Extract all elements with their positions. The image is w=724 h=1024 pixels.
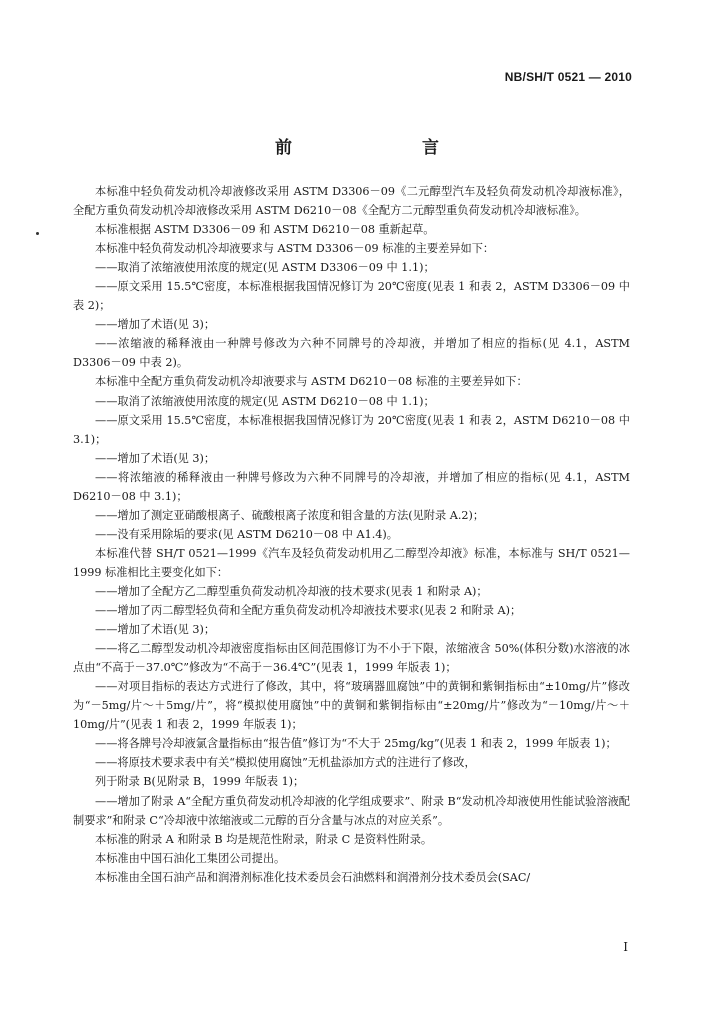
paragraph: 列于附录 B(见附录 B，1999 年版表 1)； xyxy=(95,775,305,789)
paragraph: 本标准代替 SH/T 0521—1999《汽车及轻负荷发动机用乙二醇型冷却液》标准，本标准与 SH/T 0521—1999 标准相比主要变化如下： xyxy=(73,546,630,579)
paragraph: 本标准中轻负荷发动机冷却液要求与 ASTM D3306－09 标准的主要差异如下： xyxy=(95,242,495,256)
list-item: ——浓缩液的稀释液由一种牌号修改为六种不同牌号的冷却液，并增加了相应的指标(见 4.1，ASTM D3306－09 中表 2)。 xyxy=(73,337,630,370)
paragraph: 本标准中全配方重负荷发动机冷却液要求与 ASTM D6210－08 标准的主要差异如下： xyxy=(95,375,528,389)
paragraph: 本标准由全国石油产品和润滑剂标准化技术委员会石油燃料和润滑剂分技术委员会(SAC/ xyxy=(95,870,531,884)
list-item: ——将原技术要求表中有关“模拟使用腐蚀”无机盐添加方式的注进行了修改， xyxy=(95,756,476,770)
page-number: I xyxy=(623,940,628,954)
margin-dot xyxy=(36,232,39,235)
list-item: ——增加了术语(见 3)； xyxy=(95,623,216,637)
list-item: ——原文采用 15.5℃密度，本标准根据我国情况修订为 20℃密度(见表 1 和表 2，ASTM D3306－09 中表 2)； xyxy=(73,280,630,313)
list-item: ——增加了术语(见 3)； xyxy=(95,318,216,332)
list-item: ——将乙二醇型发动机冷却液密度指标由区间范围修订为不小于下限，浓缩液含 50%(体积分数)水溶液的冰点由“不高于－37.0℃”修改为“不高于－36.4℃”(见表 1，1999 年版表 1)； xyxy=(73,642,630,675)
list-item: ——原文采用 15.5℃密度，本标准根据我国情况修订为 20℃密度(见表 1 和表 2，ASTM D6210－08 中 3.1)； xyxy=(73,413,630,446)
paragraph: 本标准根据 ASTM D3306－09 和 ASTM D6210－08 重新起草。 xyxy=(95,223,435,237)
paragraph: 本标准的附录 A 和附录 B 均是规范性附录，附录 C 是资料性附录。 xyxy=(95,832,433,846)
list-item: ——取消了浓缩液使用浓度的规定(见 ASTM D6210－08 中 1.1)； xyxy=(95,394,435,408)
list-item: ——增加了丙二醇型轻负荷和全配方重负荷发动机冷却液技术要求(见表 2 和附录 A)； xyxy=(95,604,522,618)
standard-number: NB/SH/T 0521 — 2010 xyxy=(504,70,632,84)
page-title: 前 言 xyxy=(275,138,471,158)
list-item: ——将浓缩液的稀释液由一种牌号修改为六种不同牌号的冷却液，并增加了相应的指标(见 4.1，ASTM D6210－08 中 3.1)； xyxy=(73,470,630,503)
list-item: ——增加了测定亚硝酸根离子、硫酸根离子浓度和钼含量的方法(见附录 A.2)； xyxy=(95,508,485,522)
list-item: ——没有采用除垢的要求(见 ASTM D6210－08 中 A1.4)。 xyxy=(95,527,398,541)
list-item: ——增加了附录 A“全配方重负荷发动机冷却液的化学组成要求”、附录 B“发动机冷却液使用性能试验溶液配制要求”和附录 C“冷却液中浓缩液或二元醇的百分含量与冰点的对应关系”。 xyxy=(73,794,630,827)
list-item: ——将各牌号冷却液氯含量指标由“报告值”修订为“不大于 25mg/kg”(见表 1 和表 2，1999 年版表 1)； xyxy=(95,737,617,751)
list-item: ——增加了术语(见 3)； xyxy=(95,451,216,465)
list-item: ——增加了全配方乙二醇型重负荷发动机冷却液的技术要求(见表 1 和附录 A)； xyxy=(95,584,488,598)
list-item: ——取消了浓缩液使用浓度的规定(见 ASTM D3306－09 中 1.1)； xyxy=(95,261,435,275)
list-item: ——对项目指标的表达方式进行了修改，其中，将“玻璃器皿腐蚀”中的黄铜和紫铜指标由“±10mg/片”修改为“－5mg/片～＋5mg/片”，将“模拟使用腐蚀”中的黄铜和紫铜指标由“±20mg/片”修改为“－10mg/片～＋10mg/片”(见表 1 和表 2，1999 年版表 1)； xyxy=(73,680,630,732)
foreword-body xyxy=(73,182,630,887)
paragraph: 本标准中轻负荷发动机冷却液修改采用 ASTM D3306－09《二元醇型汽车及轻负荷发动机冷却液标准》，全配方重负荷发动机冷却液修改采用 ASTM D6210－08《全配方二元醇型重负荷发动机冷却液标准》。 xyxy=(73,185,630,218)
paragraph: 本标准由中国石油化工集团公司提出。 xyxy=(95,851,286,865)
